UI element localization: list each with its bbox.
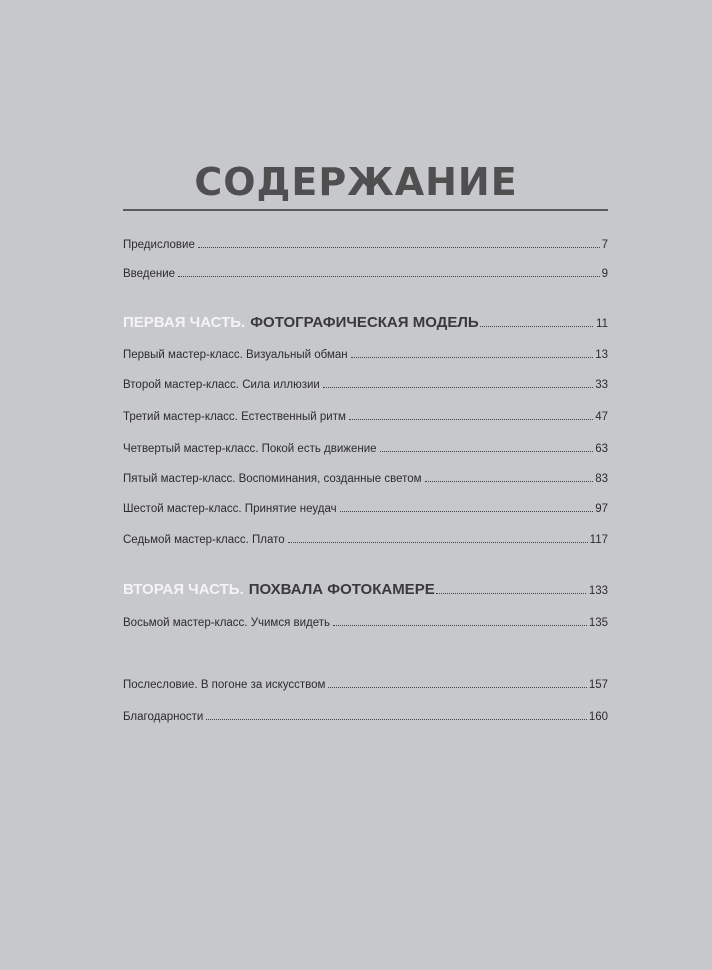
toc-entry-label: Благодарности xyxy=(123,711,204,723)
toc-entry-page: 160 xyxy=(588,711,608,723)
toc-entry-page: 97 xyxy=(595,503,608,515)
toc-entry-acknowledgements[interactable] xyxy=(123,705,608,723)
toc-entry-page: 133 xyxy=(588,585,608,597)
toc-entry-chapter-1[interactable] xyxy=(123,343,608,361)
toc-entry-page: 47 xyxy=(595,411,608,423)
part-title: ПОХВАЛА ФОТОКАМЕРЕ xyxy=(248,581,435,598)
toc-entry-chapter-2[interactable] xyxy=(123,373,608,391)
toc-entry-page: 9 xyxy=(601,268,608,280)
toc-entry-label: Введение xyxy=(123,268,176,280)
toc-entry-label: Предисловие xyxy=(123,239,195,251)
toc-entry-afterword[interactable] xyxy=(123,673,608,691)
title-rule xyxy=(123,209,608,211)
toc-entry-preface[interactable] xyxy=(123,233,608,251)
toc-entry-page: 135 xyxy=(588,617,608,629)
toc-entry-page: 117 xyxy=(589,534,608,546)
toc-entry-chapter-6[interactable] xyxy=(123,497,608,515)
toc-entry-introduction[interactable] xyxy=(123,262,608,280)
toc-entry-label: Третий мастер-класс. Естественный ритм xyxy=(123,411,346,423)
leader-dots xyxy=(436,593,586,594)
toc-entry-label: Четвертый мастер-класс. Покой есть движение xyxy=(123,443,377,455)
part-prefix: ПЕРВАЯ ЧАСТЬ. xyxy=(123,314,246,331)
toc-entry-chapter-4[interactable] xyxy=(123,437,608,455)
leader-dots xyxy=(178,276,600,277)
toc-entry-page: 157 xyxy=(588,679,608,691)
toc-entry-page: 11 xyxy=(596,318,608,330)
leader-dots xyxy=(323,387,593,388)
toc-part-2[interactable] xyxy=(123,576,608,598)
toc-entry-label: Пятый мастер-класс. Воспоминания, созданные светом xyxy=(123,473,422,485)
page-title: СОДЕРЖАНИЕ xyxy=(194,160,518,204)
toc-entry-chapter-7[interactable] xyxy=(123,528,608,546)
toc-entry-page: 83 xyxy=(595,473,608,485)
leader-dots xyxy=(328,687,586,688)
toc-entry-chapter-5[interactable] xyxy=(123,467,608,485)
leader-dots xyxy=(425,481,594,482)
toc-entry-page: 63 xyxy=(595,443,608,455)
toc-entry-chapter-3[interactable] xyxy=(123,405,608,423)
leader-dots xyxy=(380,451,594,452)
toc-entry-label: Седьмой мастер-класс. Плато xyxy=(123,534,285,546)
toc-entry-label: Восьмой мастер-класс. Учимся видеть xyxy=(123,617,331,629)
toc-entry-page: 7 xyxy=(601,239,608,251)
leader-dots xyxy=(198,247,600,248)
toc-entry-label: Первый мастер-класс. Визуальный обман xyxy=(123,349,348,361)
part-title: ФОТОГРАФИЧЕСКАЯ МОДЕЛЬ xyxy=(250,314,479,331)
leader-dots xyxy=(349,419,593,420)
toc-entry-page: 33 xyxy=(595,379,608,391)
leader-dots xyxy=(288,542,588,543)
toc-entry-label: Послесловие. В погоне за искусством xyxy=(123,679,326,691)
leader-dots xyxy=(333,625,587,626)
leader-dots xyxy=(206,719,587,720)
toc-entry-chapter-8[interactable] xyxy=(123,611,608,629)
leader-dots xyxy=(340,511,594,512)
toc-entry-label: Шестой мастер-класс. Принятие неудач xyxy=(123,503,337,515)
toc-entry-page: 13 xyxy=(595,349,608,361)
toc-part-1[interactable] xyxy=(123,309,608,331)
leader-dots xyxy=(480,326,593,327)
part-prefix: ВТОРАЯ ЧАСТЬ. xyxy=(123,581,244,598)
leader-dots xyxy=(351,357,594,358)
toc-entry-label: Второй мастер-класс. Сила иллюзии xyxy=(123,379,320,391)
